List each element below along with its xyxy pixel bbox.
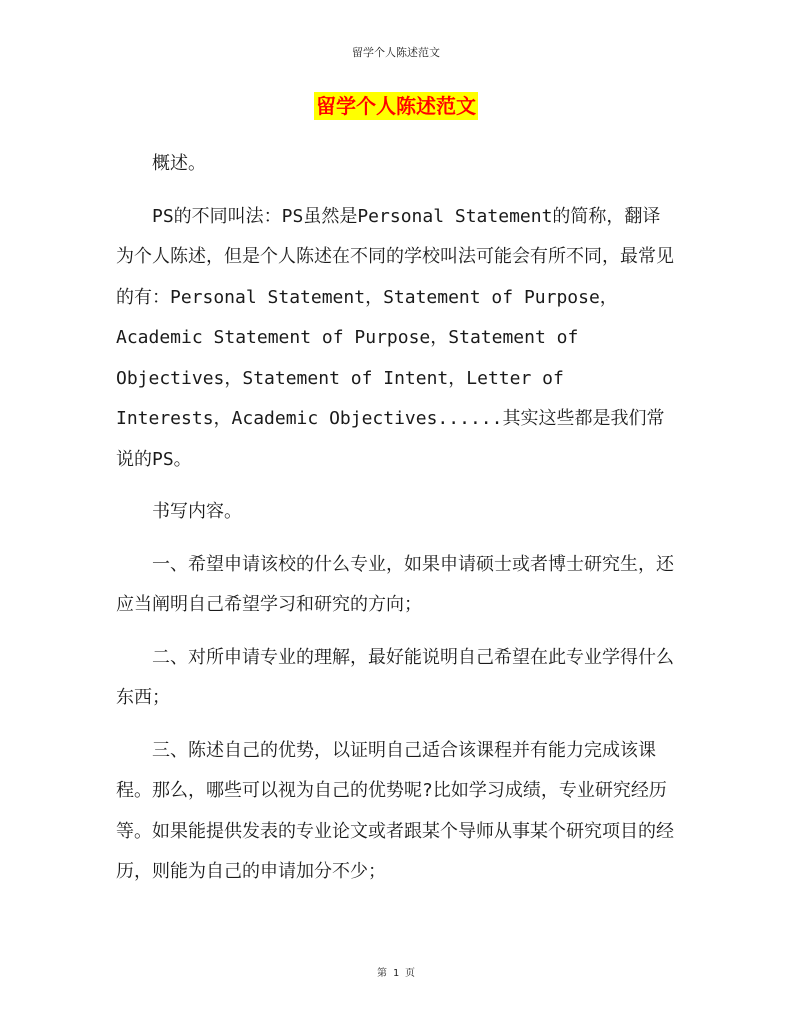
paragraph-point-1: 一、希望申请该校的什么专业，如果申请硕士或者博士研究生，还应当阐明自己希望学习和研究的方向； [116,553,674,615]
paragraph-ps-names: PS的不同叫法：PS虽然是Personal Statement的简称，翻译为个人陈述，但是个人陈述在不同的学校叫法可能会有所不同，最常见的有：Personal Statement，Statement of Purpose，Academic Statement of Purpose，Statement of Objectives，Statement of Intent，Letter of Interests，Academic Objectives......其实这些都是我们常说的PS。 [116,205,674,470]
paragraph-content-heading: 书写内容。 [152,501,242,522]
paragraph-overview: 概述。 [152,153,206,174]
document-title: 留学个人陈述范文 [316,94,476,118]
running-header: 留学个人陈述范文 [352,46,440,59]
paragraph-point-2: 二、对所申请专业的理解，最好能说明自己希望在此专业学得什么东西； [116,646,674,708]
page-number: 第 1 页 [376,968,416,979]
title-container [0,92,792,120]
document-body [116,144,676,905]
paragraph-point-3: 三、陈述自己的优势，以证明自己适合该课程并有能力完成该课程。那么，哪些可以视为自己的优势呢?比如学习成绩，专业研究经历等。如果能提供发表的专业论文或者跟某个导师从事某个研究项目的经历，则能为自己的申请加分不少； [116,739,674,882]
